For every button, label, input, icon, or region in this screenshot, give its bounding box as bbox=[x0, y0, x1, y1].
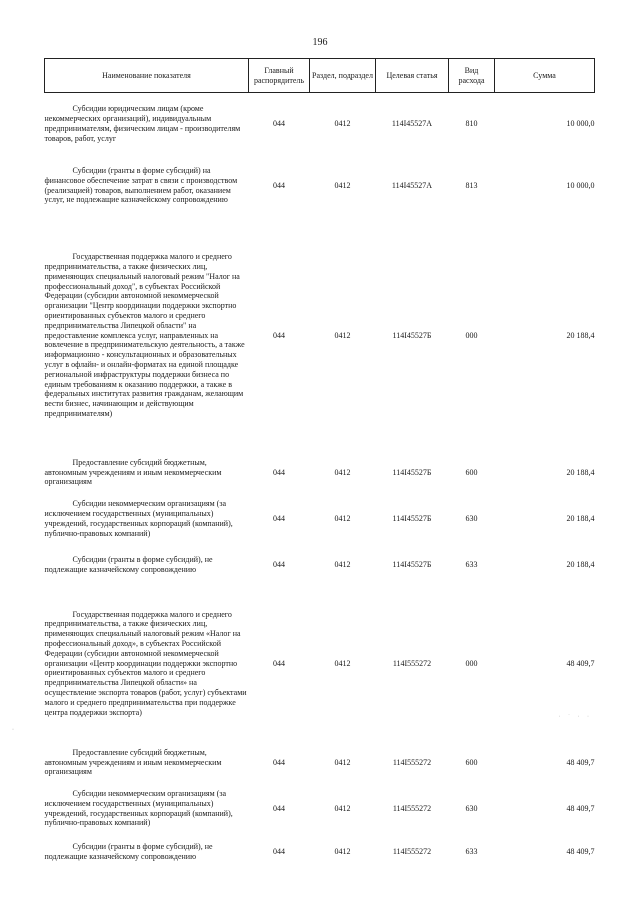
row-expense-kind: 633 bbox=[465, 560, 478, 570]
row-name: Предоставление субсидий бюджетным, автономным учреждениям и иным некоммерческим организациям bbox=[44, 457, 222, 487]
header-expense-kind: Вид расхода bbox=[449, 59, 495, 93]
table-row bbox=[45, 745, 595, 781]
row-expense-kind: 813 bbox=[465, 180, 478, 190]
row-expense-kind: 000 bbox=[465, 658, 478, 668]
row-sum: 48 409,7 bbox=[566, 846, 595, 856]
header-sum: Сумма bbox=[495, 59, 595, 93]
table-row bbox=[45, 455, 595, 491]
row-expense-kind: 600 bbox=[465, 757, 478, 767]
row-name: Субсидии некоммерческим организациям (за исключением государственных (муниципальных) учреждений, государственных корпораций (компаний), публично-правовых компаний) bbox=[44, 788, 233, 828]
row-name: Государственная поддержка малого и среднего предпринимательства, а также физических лиц, применяющих специальный налоговый режим "Налог на профессиональный доход", в субъектах Российской Федерации (субсидии автономной некоммерческой организации "Центр координации поддержки экспортно ориентированных субъектов малого и среднего предпринимательства Липецкой области" на предоставление комплекса услуг, направленных на вовлечение в предпринимательскую деятельность, а также информационно - консультационных и образовательных услуг в офлайн- и онлайн-форматах на единой площадке региональной инфраструктуры поддержки бизнеса по единым требованиям к оказанию поддержки, а также в федеральных институтах развития гражданам, желающим вести бизнес, начинающим и действующим предпринимателям) bbox=[44, 252, 245, 418]
row-chief-manager: 044 bbox=[273, 846, 285, 856]
row-name: Субсидии некоммерческим организациям (за исключением государственных (муниципальных) учреждений, государственных корпораций (компаний), публично-правовых компаний) bbox=[44, 499, 233, 538]
row-sum: 20 188,4 bbox=[566, 514, 595, 524]
page-number: 196 bbox=[312, 37, 328, 48]
scan-specks: · ˙ · · bbox=[558, 714, 592, 720]
row-expense-kind: 630 bbox=[465, 514, 478, 524]
row-expense-kind: 633 bbox=[465, 846, 478, 856]
table-header bbox=[45, 59, 595, 93]
row-sum: 48 409,7 bbox=[566, 757, 595, 767]
row-sum: 48 409,7 bbox=[566, 803, 595, 813]
row-target-article: 114I555272 bbox=[392, 757, 432, 767]
header-target-article: Целевая статья bbox=[376, 59, 449, 93]
header-name: Наименование показателя bbox=[45, 59, 249, 93]
table-row bbox=[45, 491, 595, 548]
row-chief-manager: 044 bbox=[273, 467, 285, 477]
row-chief-manager: 044 bbox=[273, 658, 285, 668]
table-row bbox=[45, 781, 595, 837]
row-name: Субсидии юридическим лицам (кроме некоммерческих организаций), индивидуальным предпринимателям, физическим лицам - производителям товаров, работ, услуг bbox=[44, 104, 241, 143]
header-chief-manager: Главный распорядитель bbox=[249, 59, 310, 93]
row-target-article: 114I45527Б bbox=[392, 560, 432, 570]
table-row bbox=[45, 155, 595, 217]
row-name: Субсидии (гранты в форме субсидий) на финансовое обеспечение затрат в связи с производством (реализацией) товаров, выполнением работ, оказанием услуг, не подлежащие казначейскому сопровождению bbox=[44, 165, 238, 205]
table-row bbox=[45, 583, 595, 745]
table-row bbox=[45, 93, 595, 155]
row-chief-manager: 044 bbox=[273, 514, 285, 524]
row-section: 0412 bbox=[334, 846, 351, 856]
row-section: 0412 bbox=[334, 757, 351, 767]
row-chief-manager: 044 bbox=[273, 757, 285, 767]
scan-speck: · bbox=[12, 727, 14, 733]
row-section: 0412 bbox=[334, 118, 351, 128]
row-section: 0412 bbox=[334, 803, 351, 813]
row-expense-kind: 810 bbox=[465, 118, 478, 128]
row-name: Субсидии (гранты в форме субсидий), не подлежащие казначейскому сопровождению bbox=[44, 841, 213, 861]
row-target-article: 114I45527Б bbox=[392, 467, 432, 477]
row-section: 0412 bbox=[334, 560, 351, 570]
row-target-article: 114I555272 bbox=[392, 846, 432, 856]
row-section: 0412 bbox=[334, 467, 351, 477]
row-sum: 48 409,7 bbox=[566, 658, 595, 668]
row-section: 0412 bbox=[334, 180, 351, 190]
row-target-article: 114I555272 bbox=[392, 803, 432, 813]
row-sum: 20 188,4 bbox=[566, 330, 595, 340]
row-target-article: 114I45527A bbox=[391, 118, 433, 128]
row-expense-kind: 630 bbox=[465, 803, 478, 813]
row-section: 0412 bbox=[334, 514, 351, 524]
row-target-article: 114I45527A bbox=[391, 180, 433, 190]
row-target-article: 114I45527Б bbox=[392, 514, 432, 524]
row-target-article: 114I45527Б bbox=[392, 330, 432, 340]
row-sum: 20 188,4 bbox=[566, 560, 595, 570]
row-name: Государственная поддержка малого и среднего предпринимательства, а также физических лиц, применяющих специальный налоговый режим «Налог на профессиональный доход», в субъектах Российской Федерации (субсидии автономной некоммерческой организации «Центр координации поддержки экспортно ориентированных субъектов малого и среднего предпринимательства Липецкой области» на осуществление экспорта товаров (работ, услуг) субъектами малого и среднего предпринимательства при поддержке центра поддержки экспорта) bbox=[44, 609, 247, 717]
table-row bbox=[45, 837, 595, 867]
row-chief-manager: 044 bbox=[273, 803, 285, 813]
table-row bbox=[45, 217, 595, 455]
row-name: Субсидии (гранты в форме субсидий), не подлежащие казначейскому сопровождению bbox=[44, 555, 213, 574]
row-chief-manager: 044 bbox=[273, 180, 285, 190]
row-chief-manager: 044 bbox=[273, 118, 285, 128]
row-expense-kind: 000 bbox=[465, 330, 478, 340]
table-row bbox=[45, 548, 595, 583]
row-sum: 10 000,0 bbox=[566, 180, 595, 190]
row-section: 0412 bbox=[334, 658, 351, 668]
row-chief-manager: 044 bbox=[273, 560, 285, 570]
row-sum: 10 000,0 bbox=[566, 118, 595, 128]
row-chief-manager: 044 bbox=[273, 330, 285, 340]
row-section: 0412 bbox=[334, 330, 351, 340]
row-target-article: 114I555272 bbox=[392, 658, 432, 668]
header-section: Раздел, подраздел bbox=[310, 59, 376, 93]
row-sum: 20 188,4 bbox=[566, 467, 595, 477]
budget-table bbox=[44, 58, 595, 867]
row-name: Предоставление субсидий бюджетным, автономным учреждениям и иным некоммерческим организациям bbox=[44, 747, 222, 777]
row-expense-kind: 600 bbox=[465, 467, 478, 477]
